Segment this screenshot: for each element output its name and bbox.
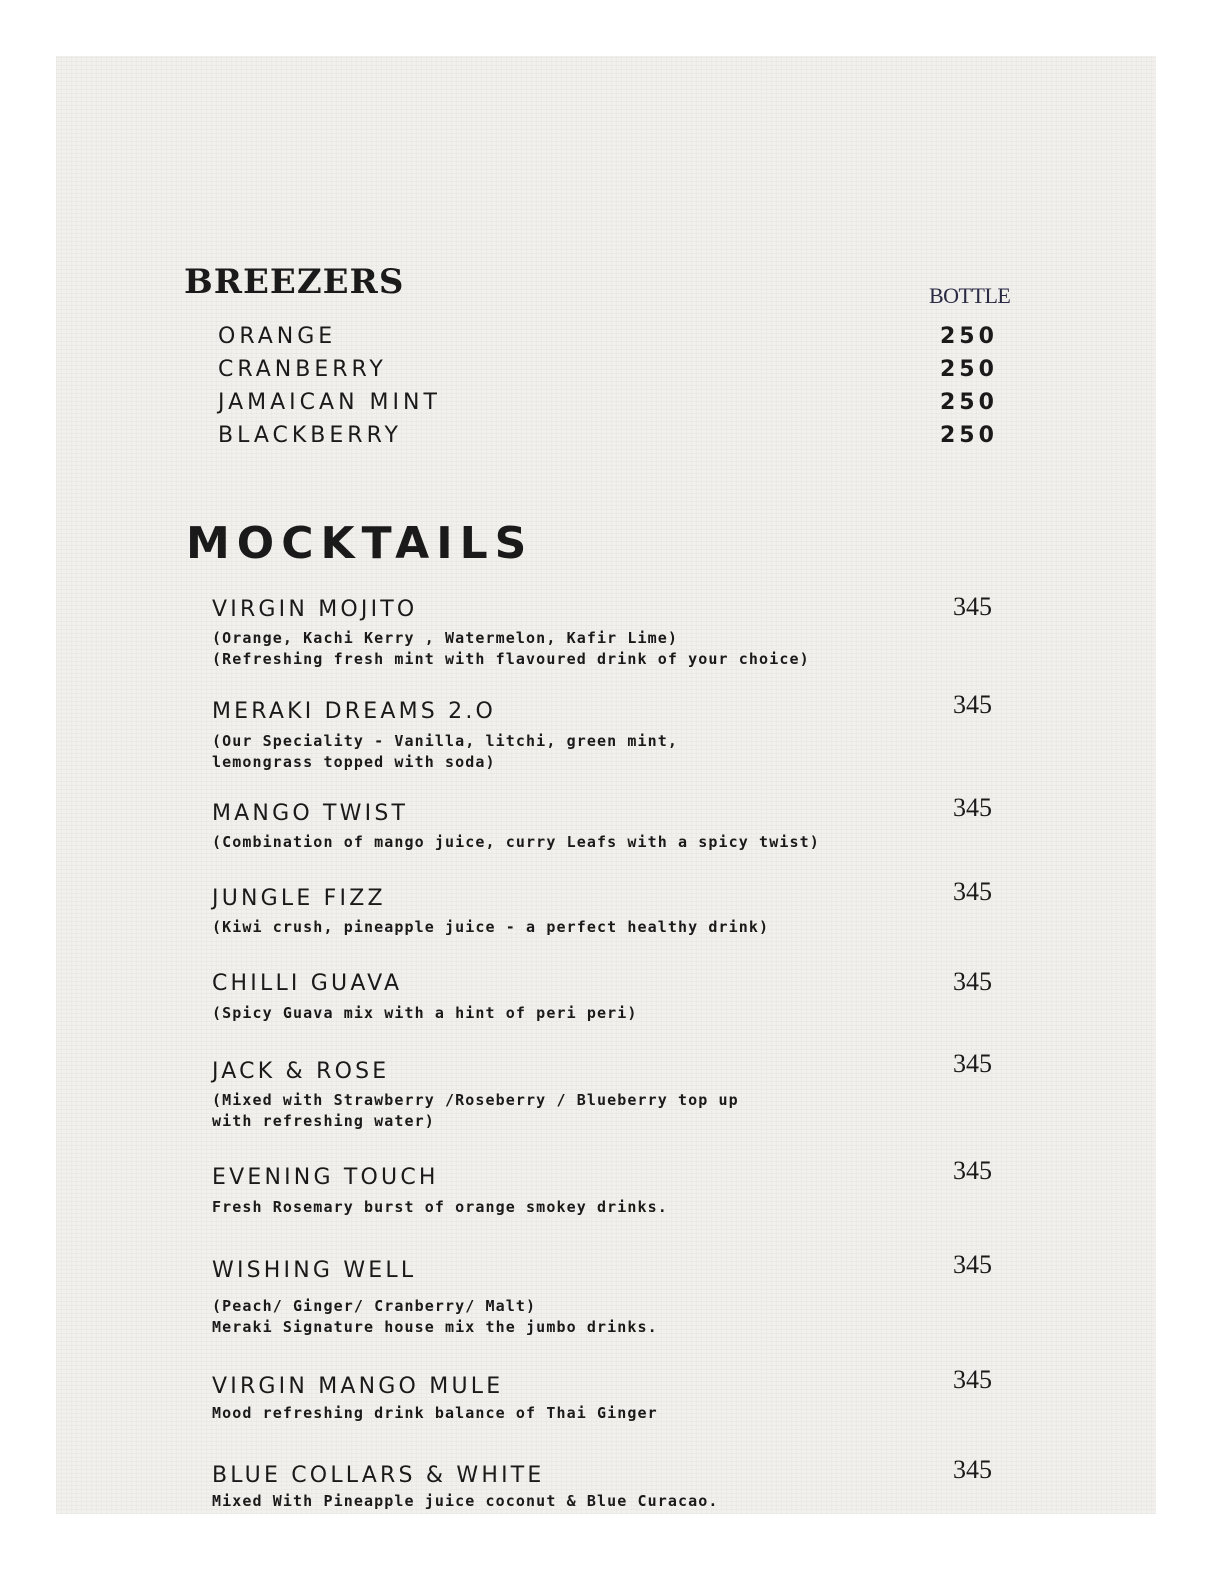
mocktail-item-description: (Combination of mango juice, curry Leafs with a spicy twist) bbox=[212, 833, 820, 851]
breezer-item-price: 250 bbox=[940, 324, 998, 349]
mocktail-item-name: BLUE COLLARS & WHITE bbox=[212, 1463, 545, 1488]
mocktail-item-name: MERAKI DREAMS 2.O bbox=[212, 699, 497, 724]
breezer-item-name: BLACKBERRY bbox=[218, 423, 402, 448]
mocktail-item-price: 345 bbox=[953, 690, 992, 719]
mocktail-item-price: 345 bbox=[953, 1250, 992, 1279]
bottle-column-label: BOTTLE bbox=[929, 283, 1011, 308]
breezer-item-name: CRANBERRY bbox=[218, 357, 387, 382]
breezer-item-name: JAMAICAN MINT bbox=[218, 390, 441, 415]
mocktail-item-description: with refreshing water) bbox=[212, 1112, 435, 1130]
mocktail-item-description: Mood refreshing drink balance of Thai Ginger bbox=[212, 1404, 658, 1422]
breezer-item-price: 250 bbox=[940, 357, 998, 382]
mocktail-item-price: 345 bbox=[953, 592, 992, 621]
mocktail-item-name: VIRGIN MANGO MULE bbox=[212, 1374, 504, 1399]
mocktail-item-description: (Mixed with Strawberry /Roseberry / Blueberry top up bbox=[212, 1091, 739, 1109]
breezer-item-price: 250 bbox=[940, 390, 998, 415]
mocktail-item-name: WISHING WELL bbox=[212, 1258, 417, 1283]
mocktail-item-price: 345 bbox=[953, 793, 992, 822]
mocktail-item-name: MANGO TWIST bbox=[212, 801, 409, 826]
mocktail-item-description: lemongrass topped with soda) bbox=[212, 753, 496, 771]
mocktail-item-description: Fresh Rosemary burst of orange smokey drinks. bbox=[212, 1198, 668, 1216]
mocktail-item-description: Meraki Signature house mix the jumbo drinks. bbox=[212, 1318, 658, 1336]
mocktail-item-description: (Peach/ Ginger/ Cranberry/ Malt) bbox=[212, 1297, 537, 1315]
mocktail-item-name: CHILLI GUAVA bbox=[212, 971, 403, 996]
mocktail-item-description: (Orange, Kachi Kerry , Watermelon, Kafir Lime) bbox=[212, 629, 679, 647]
mocktail-item-price: 345 bbox=[953, 1049, 992, 1078]
breezer-item-price: 250 bbox=[940, 423, 998, 448]
breezer-item-name: ORANGE bbox=[218, 324, 337, 349]
mocktail-item-price: 345 bbox=[953, 1365, 992, 1394]
mocktail-item-price: 345 bbox=[953, 877, 992, 906]
mocktail-item-price: 345 bbox=[953, 967, 992, 996]
mocktail-item-description: (Spicy Guava mix with a hint of peri peri) bbox=[212, 1004, 638, 1022]
mocktail-item-description: Mixed With Pineapple juice coconut & Blue Curacao. bbox=[212, 1492, 719, 1510]
mocktail-item-name: EVENING TOUCH bbox=[212, 1165, 439, 1190]
mocktail-item-name: VIRGIN MOJITO bbox=[212, 597, 418, 622]
mocktail-item-description: (Our Speciality - Vanilla, litchi, green mint, bbox=[212, 732, 679, 750]
mocktail-item-name: JACK & ROSE bbox=[212, 1059, 390, 1084]
breezers-heading: BREEZERS bbox=[184, 262, 405, 302]
mocktails-heading: MOCKTAILS bbox=[186, 518, 534, 569]
mocktail-item-name: JUNGLE FIZZ bbox=[212, 886, 386, 911]
mocktail-item-description: (Refreshing fresh mint with flavoured drink of your choice) bbox=[212, 650, 810, 668]
mocktail-item-price: 345 bbox=[953, 1455, 992, 1484]
mocktail-item-description: (Kiwi crush, pineapple juice - a perfect healthy drink) bbox=[212, 918, 770, 936]
mocktail-item-price: 345 bbox=[953, 1156, 992, 1185]
